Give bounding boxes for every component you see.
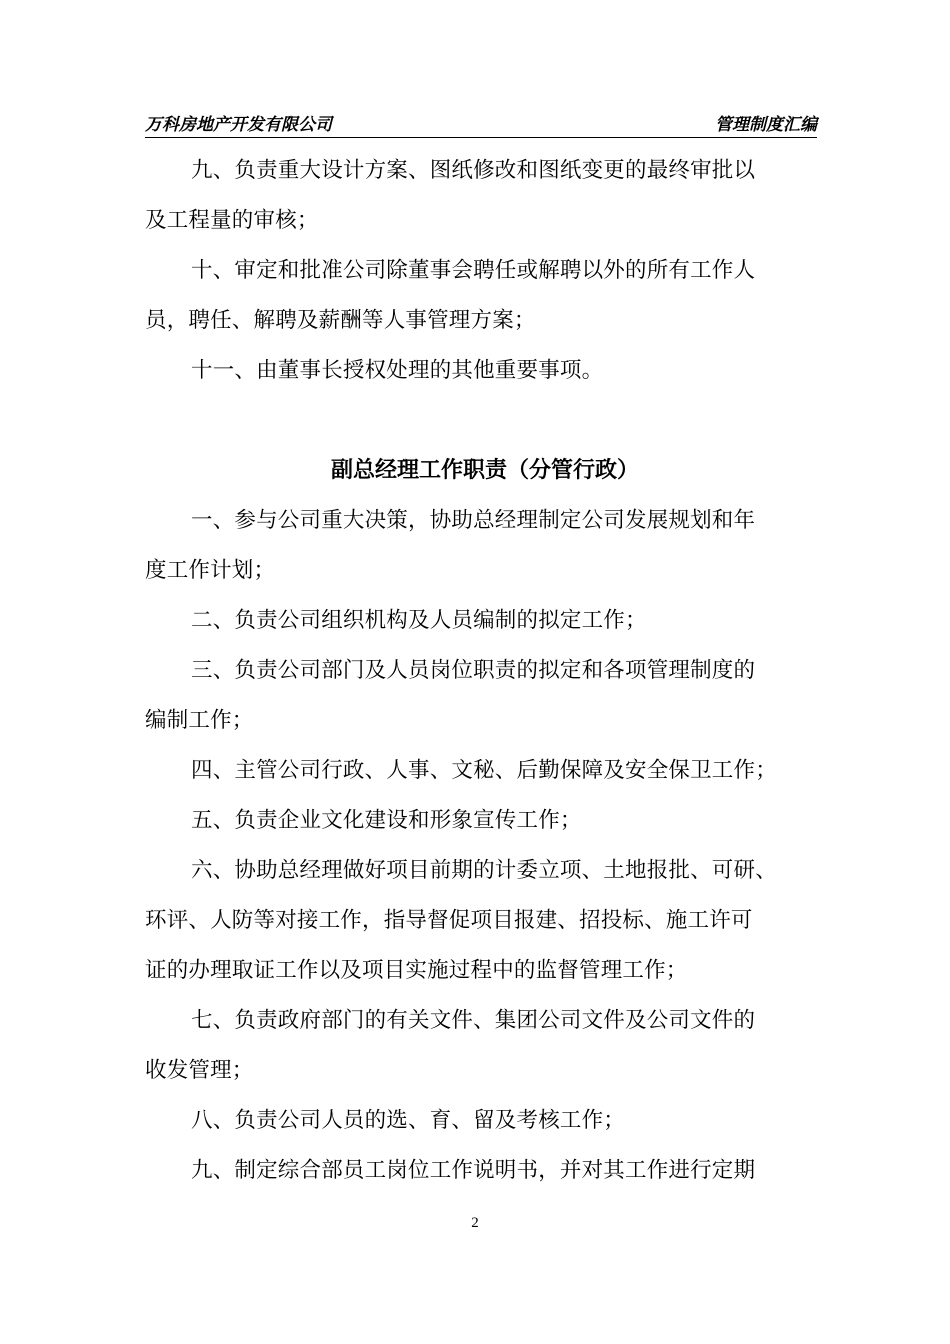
text-line: 环评、人防等对接工作，指导督促项目报建、招投标、施工许可: [145, 908, 753, 933]
section-gap: [145, 396, 835, 446]
text-line: 八、负责公司人员的选、育、留及考核工作；: [191, 1108, 626, 1133]
text-line: 四、主管公司行政、人事、文秘、后勤保障及安全保卫工作；: [191, 758, 777, 783]
text-line: 编制工作；: [145, 708, 254, 733]
text-line: 一、参与公司重大决策，协助总经理制定公司发展规划和年: [191, 508, 756, 533]
text-line: 三、负责公司部门及人员岗位职责的拟定和各项管理制度的: [191, 658, 756, 683]
text-line: 十、审定和批准公司除董事会聘任或解聘以外的所有工作人: [191, 258, 756, 283]
page-number: 2: [471, 1215, 479, 1231]
text-line: 度工作计划；: [145, 558, 276, 583]
top-paragraphs: [145, 146, 835, 396]
text-line: 五、负责企业文化建设和形象宣传工作；: [191, 808, 582, 833]
document-body: [145, 146, 835, 1196]
text-line: 二、负责公司组织机构及人员编制的拟定工作；: [191, 608, 647, 633]
section-title: 副总经理工作职责（分管行政）: [330, 458, 639, 483]
header-company: 万科房地产开发有限公司: [145, 115, 332, 135]
text-line: 九、制定综合部员工岗位工作说明书，并对其工作进行定期: [191, 1158, 756, 1183]
header-doc-title: 管理制度汇编: [715, 115, 817, 135]
page-header: [145, 115, 817, 138]
text-line: 收发管理；: [145, 1058, 254, 1083]
text-line: 证的办理取证工作以及项目实施过程中的监督管理工作；: [145, 958, 688, 983]
text-line: 员，聘任、解聘及薪酬等人事管理方案；: [145, 308, 536, 333]
text-line: 及工程量的审核；: [145, 208, 319, 233]
text-line: 九、负责重大设计方案、图纸修改和图纸变更的最终审批以: [191, 158, 756, 183]
text-line: 七、负责政府部门的有关文件、集团公司文件及公司文件的: [191, 1008, 756, 1033]
text-line: 六、协助总经理做好项目前期的计委立项、土地报批、可研、: [191, 858, 777, 883]
text-line: 十一、由董事长授权处理的其他重要事项。: [191, 358, 604, 383]
bottom-paragraphs: [145, 496, 835, 1196]
